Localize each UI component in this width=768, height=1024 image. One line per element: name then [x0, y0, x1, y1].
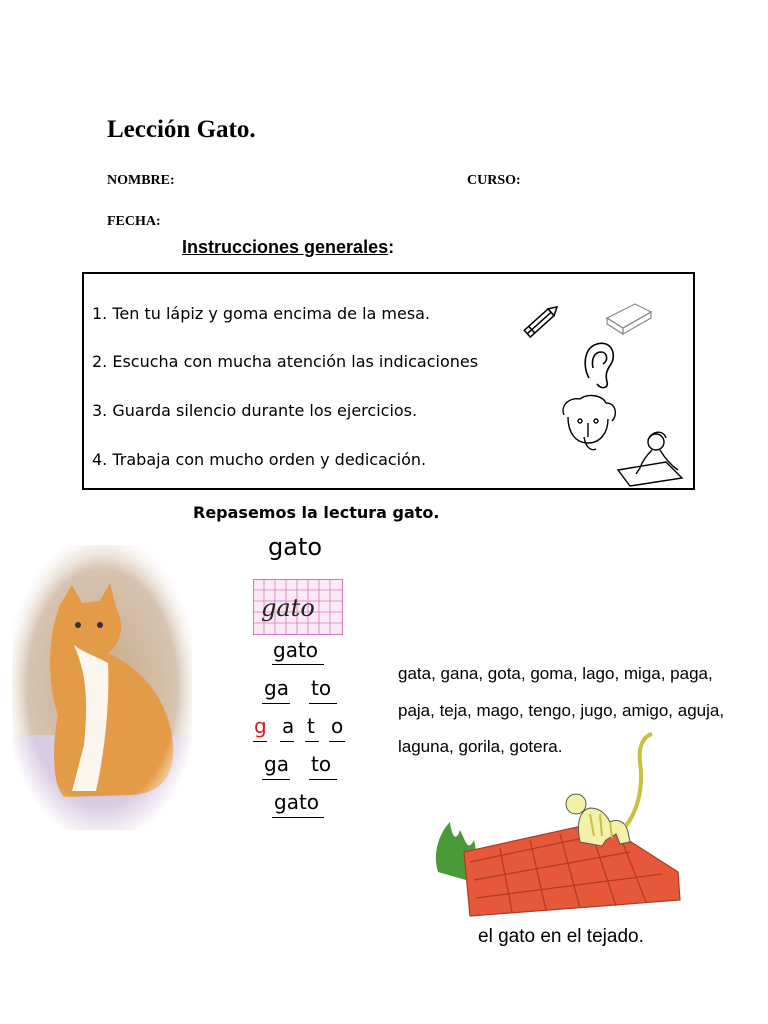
- underline: [280, 741, 294, 742]
- word-underlined-gato: gato: [273, 638, 319, 662]
- underline: [305, 741, 319, 742]
- underline: [309, 703, 337, 704]
- underline: [253, 741, 267, 742]
- reading-subtitle: Repasemos la lectura gato.: [193, 503, 440, 522]
- nombre-label: NOMBRE:: [107, 173, 175, 188]
- instruction-item-4: 4. Trabaja con mucho orden y dedicación.: [92, 450, 427, 469]
- curso-label: CURSO:: [467, 173, 521, 188]
- cat-on-roof-illustration: [430, 722, 682, 922]
- instruction-item-3: 3. Guarda silencio durante los ejercicios.: [92, 401, 418, 420]
- eraser-icon: [603, 296, 655, 338]
- pencil-icon: [517, 300, 565, 344]
- word-print-gato: gato: [268, 533, 323, 561]
- cat-photo: [12, 545, 192, 830]
- instructions-box: [82, 272, 695, 490]
- letter-t: t: [307, 714, 315, 738]
- instructions-heading-colon: :: [388, 237, 395, 257]
- fecha-label: FECHA:: [107, 214, 161, 229]
- syllable-ga-repeat: ga: [264, 752, 289, 776]
- word-cursive-gato: gato: [261, 594, 315, 622]
- word-list-line-3: laguna, gorila, gotera.: [398, 737, 563, 756]
- syllable-to: to: [311, 676, 332, 700]
- letter-g: g: [254, 714, 267, 738]
- underline: [262, 703, 290, 704]
- underline: [272, 664, 324, 665]
- underline: [262, 779, 290, 780]
- instructions-heading-text: Instrucciones generales: [182, 237, 389, 257]
- child-writing-icon: [612, 426, 686, 488]
- lesson-title: Lección Gato.: [107, 116, 256, 143]
- syllable-to-repeat: to: [311, 752, 332, 776]
- underline: [329, 741, 345, 742]
- word-list-line-1: gata, gana, gota, goma, lago, miga, paga,: [398, 664, 713, 683]
- instructions-heading: [182, 237, 394, 258]
- letter-a: a: [282, 714, 295, 738]
- cursive-grid: [253, 579, 343, 635]
- illustration-caption: el gato en el tejado.: [478, 926, 644, 947]
- word-final-gato: gato: [274, 790, 320, 814]
- letter-o: o: [331, 714, 344, 738]
- underline: [272, 817, 324, 818]
- instruction-item-1: 1. Ten tu lápiz y goma encima de la mesa.: [92, 304, 431, 323]
- underline: [309, 779, 337, 780]
- syllable-ga: ga: [264, 676, 289, 700]
- ear-icon: [579, 338, 619, 392]
- word-list-line-2: paja, teja, mago, tengo, jugo, amigo, aguja,: [398, 701, 725, 720]
- instruction-item-2: 2. Escucha con mucha atención las indicaciones: [92, 352, 479, 371]
